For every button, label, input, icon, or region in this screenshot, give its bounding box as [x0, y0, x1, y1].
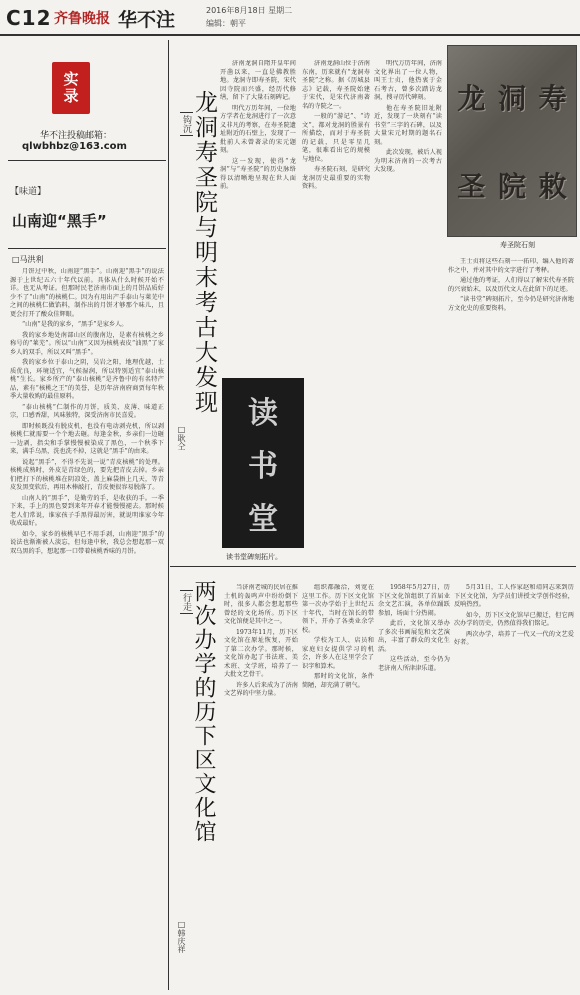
article2-tag: 行走: [180, 590, 193, 614]
stone-char: 圣: [457, 170, 486, 203]
issue-date: 2016年8月18日 星期二: [206, 6, 293, 15]
paragraph: 我的家乡地处南部山区的腹南边，是素有核桃之乡称号的“莱芜”。所以“山南”又因为核桃表皮“油黑”了家乡人的双手，所以又叫“黑手”。: [10, 331, 164, 356]
section-divider: [170, 566, 576, 567]
paragraph: 明代万历年间，一位地方学者在龙洞进行了一次意义非凡的考察，在寿圣院遗址附近的石壁上，发现了一批前人未曾著录的宋元题刻。: [220, 104, 296, 154]
stone-char: 敕: [538, 170, 567, 203]
article2-col3: [378, 584, 450, 988]
paragraph: 此后，文化馆又举办了多次书画展览和文艺演出，丰富了群众的文化生活。: [378, 620, 450, 653]
rubbing-char: 书: [248, 448, 278, 484]
paragraph: 即时候既没有脱皮机，也没有电动剥壳机，所以剥核桃仁就需要一个个地去砸。每逢金秋，乡亲们一边砸一边剥，指尖和手掌慢慢被染成了黑色，一个秋季下来，满手乌黑，洗也洗不掉，这就是“黑手”的由来。: [10, 422, 164, 455]
paragraph: 如今，历下区文化馆早已搬迁，但它两次办学的历史，仍然值得我们铭记。: [454, 611, 574, 627]
paragraph: 两次办学，培养了一代又一代的文艺爱好者。: [454, 630, 574, 646]
paragraph: “泰山核桃”仁制作的月饼，质美、皮薄、味道正宗，口感香甜，风味独特，深受济南市民喜爱。: [10, 403, 164, 419]
paragraph: 一般的“游记”、“诗文”，都对龙洞的胜景有所描绘，而对于寿圣院的记载，只是零星几笔，很难看出它的规模与地位。: [302, 113, 370, 163]
image2-caption: 寿圣院石刻: [500, 241, 535, 249]
article1-col2: [302, 60, 370, 530]
seal-char-1: 实: [63, 70, 79, 88]
editor-credit: 编辑：朝平: [206, 19, 246, 28]
article1-col4: [448, 258, 574, 530]
paragraph: 济南龙洞山位于济南东南，历来就有“龙洞寿圣院”之称。据《历城县志》记载，寿圣院始建于宋代，是宋代济南著名的寺院之一。: [302, 60, 370, 110]
article2-col2: [302, 584, 374, 988]
paragraph: 当济南老城的民居在推土机的轰鸣声中纷纷倒下时，很多人都会想起那些曾经的文化场所。历下区文化馆便是其中之一。: [224, 584, 298, 625]
brand-logo: 齐鲁晚报: [54, 11, 110, 27]
paragraph: 那时的文化馆，条件简陋，却充满了朝气。: [302, 673, 374, 689]
article1-tag: 钩沉: [180, 112, 193, 136]
article1-col3: [374, 60, 442, 530]
paragraph: 5月31日，工人作家赵和靖同志来到历下区文化馆，为学员们讲授文学创作经验，反响热烈。: [454, 584, 574, 608]
stone-char: 院: [497, 170, 526, 203]
paragraph: “山南”是我的家乡，“黑手”是家乡人。: [22, 321, 128, 328]
divider: [8, 160, 166, 161]
column-divider: [168, 40, 169, 990]
email-label: 华不注投稿邮箱：: [40, 131, 113, 141]
paragraph: 济南龙洞自隋开皇年间开凿以来，一直是佛教胜地。龙洞寺即寿圣院，宋代因寺院而兴盛，经历代修缮，留下了大量石刻碑记。: [220, 60, 296, 101]
article1-col1: [220, 60, 296, 372]
left-article-title: 山南迎“黑手”: [12, 212, 107, 230]
left-article-author: □马洪利: [12, 255, 44, 264]
divider: [8, 248, 166, 249]
stone-char: 寿: [538, 82, 567, 115]
article1-author: □耿仝: [177, 425, 186, 450]
column-seal: [52, 62, 90, 114]
paragraph: 王士贞将这些石刻一一拓印，编入他的著作之中，并对其中的文字进行了考释。: [448, 258, 574, 274]
paragraph: 月饼过中秋，山南迎“黑手”。山南迎“黑手”的说法源于上世纪五六十年代以前。具体从什么时候开始不详。也无从考证。但那时民老济南市面上的月饼品质好少不了“山南”的核桃仁。因为有用出产手泰山与莱芜中之间的核桃仁做馅料，制作出的月饼才够那个味儿，且更会打开了酸众佳辉眼。: [10, 268, 164, 318]
article1-title: 龙洞寿圣院与明末考古大发现: [191, 90, 217, 415]
paragraph: 寿圣院石刻，是研究龙洞历史最重要的实物资料。: [302, 166, 370, 190]
article2-col4: [454, 584, 574, 988]
section-title: 华不注: [118, 9, 176, 31]
paragraph: 1973年11月，历下区文化馆在原址恢复，开始了第二次办学。那时候，文化馆办起了书法班、美术班、文学班，培养了一大批文艺骨干。: [224, 628, 298, 678]
paragraph: 学校为工人、店员和家庭妇女提供学习的机会，许多人在这里学会了识字和算术。: [302, 637, 374, 670]
image1-caption: 读书堂碑刻拓片。: [226, 553, 282, 561]
article2-title: 两次办学的历下区文化馆: [191, 580, 216, 844]
paragraph: 如今，家乡的核桃早已不用手剥，山南迎“黑手”的说法也渐渐被人淡忘，但每逢中秋，我总会想起那一双双乌黑的手，想起那一口带着核桃香味的月饼。: [10, 530, 164, 555]
paragraph: 我的家乡位于泰山之阴，吴岩之阳，地理优越，土质优良，环境适宜，气候湿润，所以特别适宜“泰山核桃”生长。家乡所产的“泰山核桃”是齐鲁中的有名特产品，素有“核桃之王”的美誉，是历年济南府商贾每年秋季大量收购的最佳原料。: [10, 359, 164, 400]
paragraph: 这一发现，使得“龙洞”与“寿圣院”的历史脉络得以清晰地呈现在世人面前。: [220, 157, 296, 190]
paragraph: 明代万历年间，济南文化界出了一位人物，叫王士贞，他热衷于金石考古，曾多次踏访龙洞，搜寻历代碑刻。: [374, 60, 442, 101]
left-article-body: [10, 268, 164, 988]
paragraph: “读书堂”碑刻拓片，至今仍是研究济南地方文化史的重要资料。: [448, 296, 574, 312]
article2-col1: [224, 584, 298, 988]
paragraph: 通过他的考证，人们得以了解宋代寿圣院的兴衰始末，以及历代文人在此留下的足迹。: [448, 277, 574, 293]
left-article-tag: 【味道】: [10, 187, 47, 197]
rubbing-image: [222, 378, 304, 548]
article2-author: □韩庆祥: [177, 920, 186, 953]
stone-inscription-image: [447, 45, 577, 237]
rubbing-char: 堂: [248, 501, 278, 537]
page-number: C12: [6, 6, 52, 30]
paragraph: 许多人后来成为了济南文艺界的中坚力量。: [224, 681, 298, 697]
stone-char: 洞: [497, 82, 526, 115]
paragraph: 组织都融洽，刘宽在这里工作。历下区文化馆第一次办学始于上世纪五十年代，当时在馆长的带领下，开办了各类业余学校。: [302, 584, 374, 634]
stone-char: 龙: [457, 82, 486, 115]
paragraph: 山南人的“黑手”，是勤劳的手，是收获的手。一季下来，手上的黑色要到来年开春才能慢慢褪去。那时候老人们常说，谁家孩子手黑得最厉害，就说明谁家今年收成最好。: [10, 494, 164, 527]
paragraph: 此次发现，被后人视为明末济南的一次考古大发现。: [374, 149, 442, 173]
paragraph: 这些活动，至今仍为老济南人所津津乐道。: [378, 656, 450, 672]
seal-char-2: 录: [63, 87, 79, 105]
paragraph: 1958年5月27日，历下区文化馆组织了首届业余文艺汇演，各单位踊跃参加，场面十分热闹。: [378, 584, 450, 617]
submission-email[interactable]: qlwbhbz@163.com: [22, 141, 127, 152]
rubbing-char: 读: [248, 396, 278, 432]
page-header: [0, 0, 580, 36]
paragraph: 他在寿圣院旧址附近，发现了一块刻有“读书堂”三字的石碑，以及大量宋元时期的题名石刻。: [374, 104, 442, 146]
paragraph: 说起“黑手”，不得不先说一说“青皮核桃”的处理。核桃成熟时，外皮是青绿色的，要先把青皮去掉。乡亲们把打下的核桃堆在阴凉处，盖上麻袋捂上几天，等青皮发黑变软后，再用木棒敲打，青皮便很容易脱落了。: [10, 458, 164, 491]
